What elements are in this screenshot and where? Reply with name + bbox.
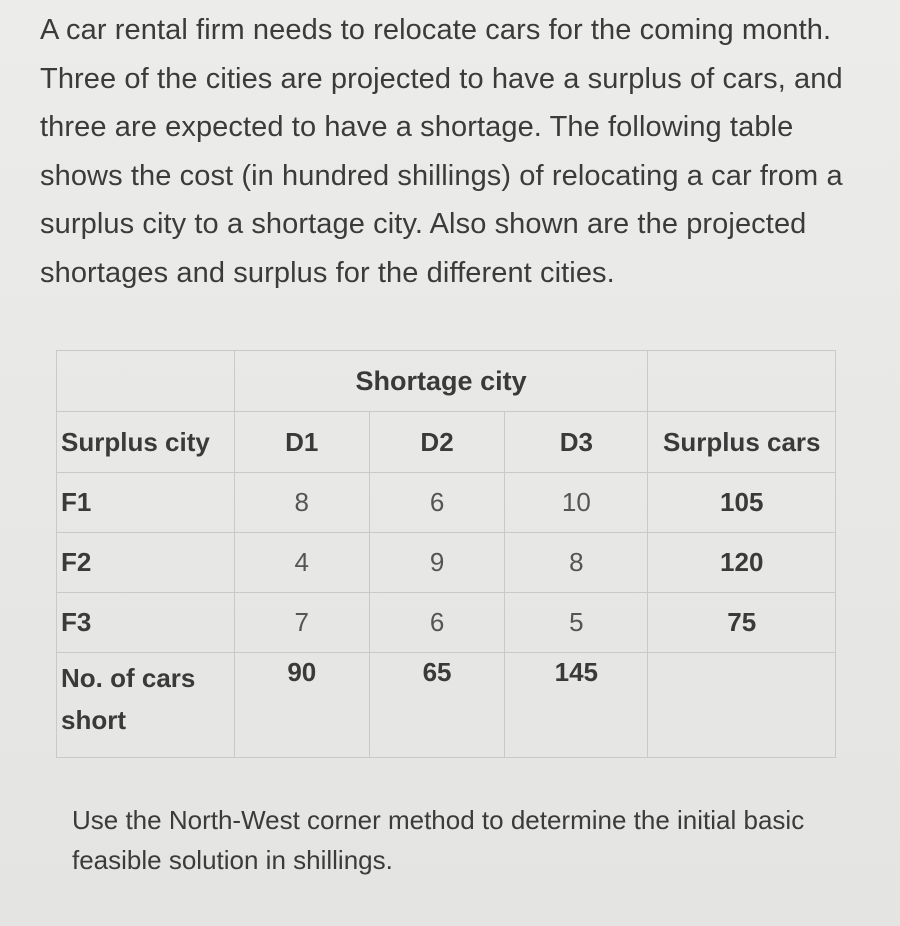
row-label-f2: F2	[57, 533, 235, 593]
row-label-f3: F3	[57, 593, 235, 653]
table-row	[57, 473, 836, 533]
shortage-cell: 145	[505, 653, 648, 758]
cost-cell: 10	[505, 473, 648, 533]
shortage-city-header: Shortage city	[234, 351, 648, 412]
cars-short-label: No. of cars short	[57, 653, 235, 758]
table-header-row	[57, 412, 836, 473]
table-title-row	[57, 351, 836, 412]
empty-header-cell	[648, 351, 836, 412]
shortage-cell: 65	[369, 653, 504, 758]
table-row	[57, 533, 836, 593]
row-label-f1: F1	[57, 473, 235, 533]
shortage-row	[57, 653, 836, 758]
shortage-cell: 90	[234, 653, 369, 758]
table-row	[57, 593, 836, 653]
cost-cell: 6	[369, 593, 504, 653]
cost-cell: 5	[505, 593, 648, 653]
column-header-d2: D2	[369, 412, 504, 473]
cost-cell: 8	[234, 473, 369, 533]
cost-table	[56, 350, 836, 758]
empty-corner-cell	[57, 351, 235, 412]
surplus-cars-header: Surplus cars	[648, 412, 836, 473]
task-instruction: Use the North-West corner method to determine the initial basic feasible solution in shillings.	[72, 805, 805, 875]
empty-total-cell	[648, 653, 836, 758]
column-header-d1: D1	[234, 412, 369, 473]
cost-cell: 6	[369, 473, 504, 533]
surplus-cell: 120	[648, 533, 836, 593]
column-header-d3: D3	[505, 412, 648, 473]
cost-cell: 9	[369, 533, 504, 593]
surplus-cell: 75	[648, 593, 836, 653]
surplus-city-header: Surplus city	[57, 412, 235, 473]
surplus-cell: 105	[648, 473, 836, 533]
cost-cell: 7	[234, 593, 369, 653]
cost-cell: 8	[505, 533, 648, 593]
problem-statement: A car rental firm needs to relocate cars for the coming month. Three of the cities are projected to have a surplus of cars, and three are expected to have a shortage. The following table shows the cost (in hundred shillings) of relocating a car from a surplus city to a shortage city. Also shown are the projected shortages and surplus for the different cities.	[40, 14, 843, 289]
cost-cell: 4	[234, 533, 369, 593]
